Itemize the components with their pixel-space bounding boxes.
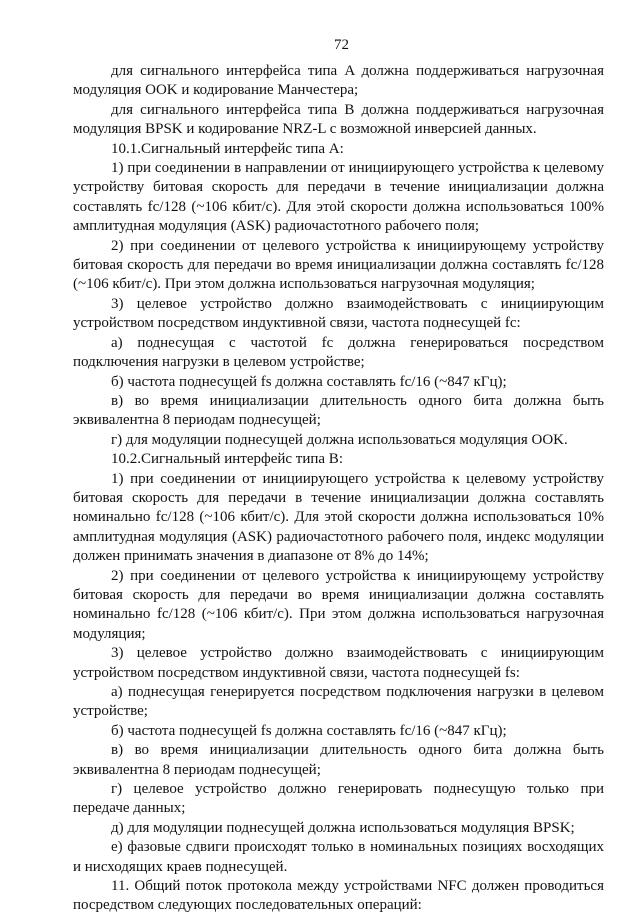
list-item: 3) целевое устройство должно взаимодействовать с инициирующим устройством посредством индуктивной связи, частота поднесущей fs: bbox=[73, 645, 604, 681]
sub-list-item: г) целевое устройство должно генерировать поднесущую только при передаче данных; bbox=[73, 781, 604, 817]
numbered-paragraph: 11. Общий поток протокола между устройствами NFC должен проводиться посредством следующих последовательных операций: bbox=[73, 878, 604, 914]
sub-list-item: в) во время инициализации длительность одного бита должна быть эквивалентна 8 периодам поднесущей; bbox=[73, 742, 604, 778]
section-heading: 10.2.Сигнальный интерфейс типа B: bbox=[111, 451, 343, 468]
list-item: 3) целевое устройство должно взаимодействовать с инициирующим устройством посредством индуктивной связи, частота поднесущей fc: bbox=[73, 295, 604, 332]
list-item: 1) при соединении от инициирующего устройства к целевому устройству битовая скорость для передачи в течение инициализации должна составлять номинально fc/128 (~106 кбит/с). Для этой скорости должна использоваться 10% амплитудная модуляция (ASK) радиочастотного рабочего поля, индекс модуляции должен принимать значения в диапазоне от 8% до 14%; bbox=[73, 470, 604, 565]
page-number: 72 bbox=[334, 37, 349, 53]
sub-list-item: б) частота поднесущей fs должна составлять fc/16 (~847 кГц); bbox=[111, 722, 507, 739]
sub-list-item: д) для модуляции поднесущей должна использоваться модуляция BPSK; bbox=[111, 819, 575, 836]
sub-list-item: а) поднесущая генерируется посредством подключения нагрузки в целевом устройстве; bbox=[73, 684, 604, 720]
sub-list-item: б) частота поднесущей fs должна составлять fc/16 (~847 кГц); bbox=[111, 373, 507, 390]
sub-list-item: г) для модуляции поднесущей должна использоваться модуляция OOK. bbox=[111, 431, 568, 448]
sub-list-item: а) поднесущая с частотой fc должна генерироваться посредством подключения нагрузки в целевом устройстве; bbox=[73, 334, 604, 371]
paragraph: для сигнального интерфейса типа B должна поддерживаться нагрузочная модуляция BPSK и кодирование NRZ-L с возможной инверсией данных. bbox=[73, 101, 604, 138]
body-text bbox=[73, 62, 604, 916]
sub-list-item: в) во время инициализации длительность одного бита должна быть эквивалентна 8 периодам поднесущей; bbox=[73, 392, 604, 429]
list-item: 2) при соединении от целевого устройства к инициирующему устройству битовая скорость для передачи во время инициализации должна составлять fc/128 (~106 кбит/с). При этом должна использоваться нагрузочная модуляция; bbox=[73, 237, 604, 293]
section-heading: 10.1.Сигнальный интерфейс типа A: bbox=[111, 140, 344, 157]
list-item: 1) при соединении в направлении от инициирующего устройства к целевому устройству битовая скорость для передачи в течение инициализации должна составлять fc/128 (~106 кбит/с). Для этой скорости должна использоваться 100% амплитудная модуляция (ASK) радиочастотного рабочего поля; bbox=[73, 160, 604, 235]
sub-list-item: е) фазовые сдвиги происходят только в номинальных позициях восходящих и нисходящих краев поднесущей. bbox=[73, 839, 604, 875]
list-item: 2) при соединении от целевого устройства к инициирующему устройству битовая скорость для передачи во время инициализации должна составлять номинально fc/128 (~106 кбит/с). При этом должна использоваться нагрузочная модуляция; bbox=[73, 567, 604, 642]
paragraph: для сигнального интерфейса типа A должна поддерживаться нагрузочная модуляция OOK и кодирование Манчестера; bbox=[73, 63, 604, 99]
